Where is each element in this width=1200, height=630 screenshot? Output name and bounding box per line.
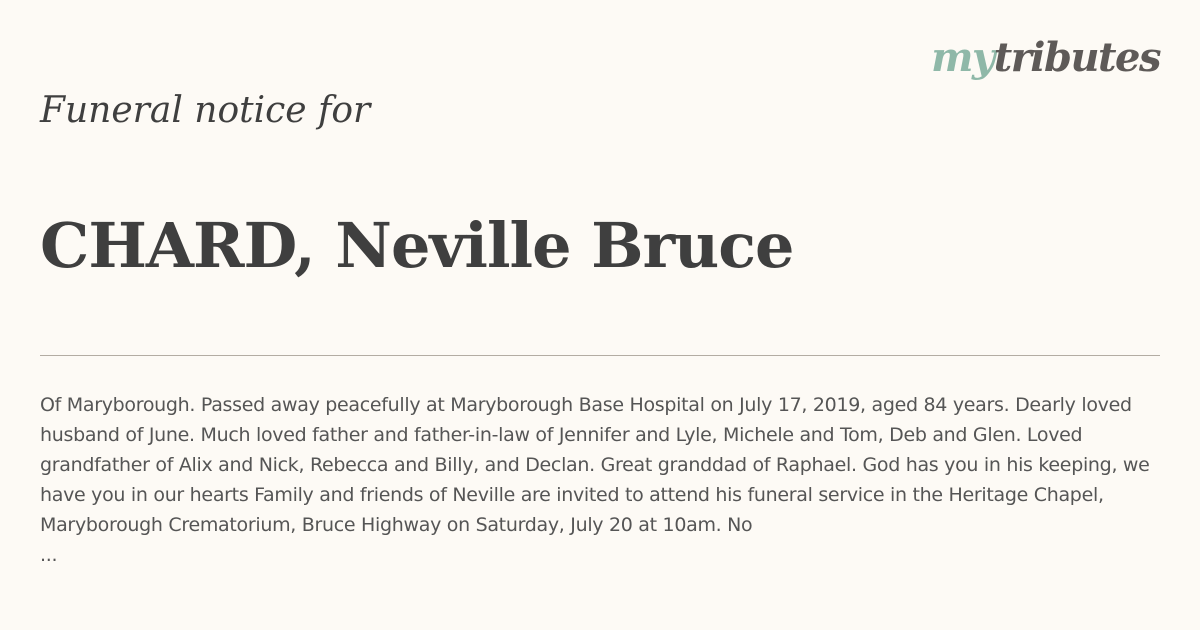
notice-kicker: Funeral notice for	[40, 90, 371, 131]
truncation-ellipsis: ...	[40, 544, 58, 566]
notice-body	[40, 390, 1160, 570]
logo-my-text: my	[931, 34, 994, 81]
deceased-name: CHARD, Neville Bruce	[40, 209, 794, 282]
section-divider	[40, 355, 1160, 356]
notice-body-text: Of Maryborough. Passed away peacefully at Maryborough Base Hospital on July 17, 2019, aged 84 years. Dearly loved husband of June. Much loved father and father-in-law of Jennifer and Lyle, Michele and Tom, Deb and Glen. Loved grandfather of Alix and Nick, Rebecca and Billy, and Declan. Great granddad of Raphael. God has you in his keeping, we have you in our hearts Family and friends of Neville are invited to attend his funeral service in the Heritage Chapel, Maryborough Crematorium, Bruce Highway on Saturday, July 20 at 10am. No	[40, 394, 1150, 536]
logo-tributes-text: tributes	[993, 34, 1160, 81]
mytributes-logo[interactable]	[931, 34, 1160, 81]
